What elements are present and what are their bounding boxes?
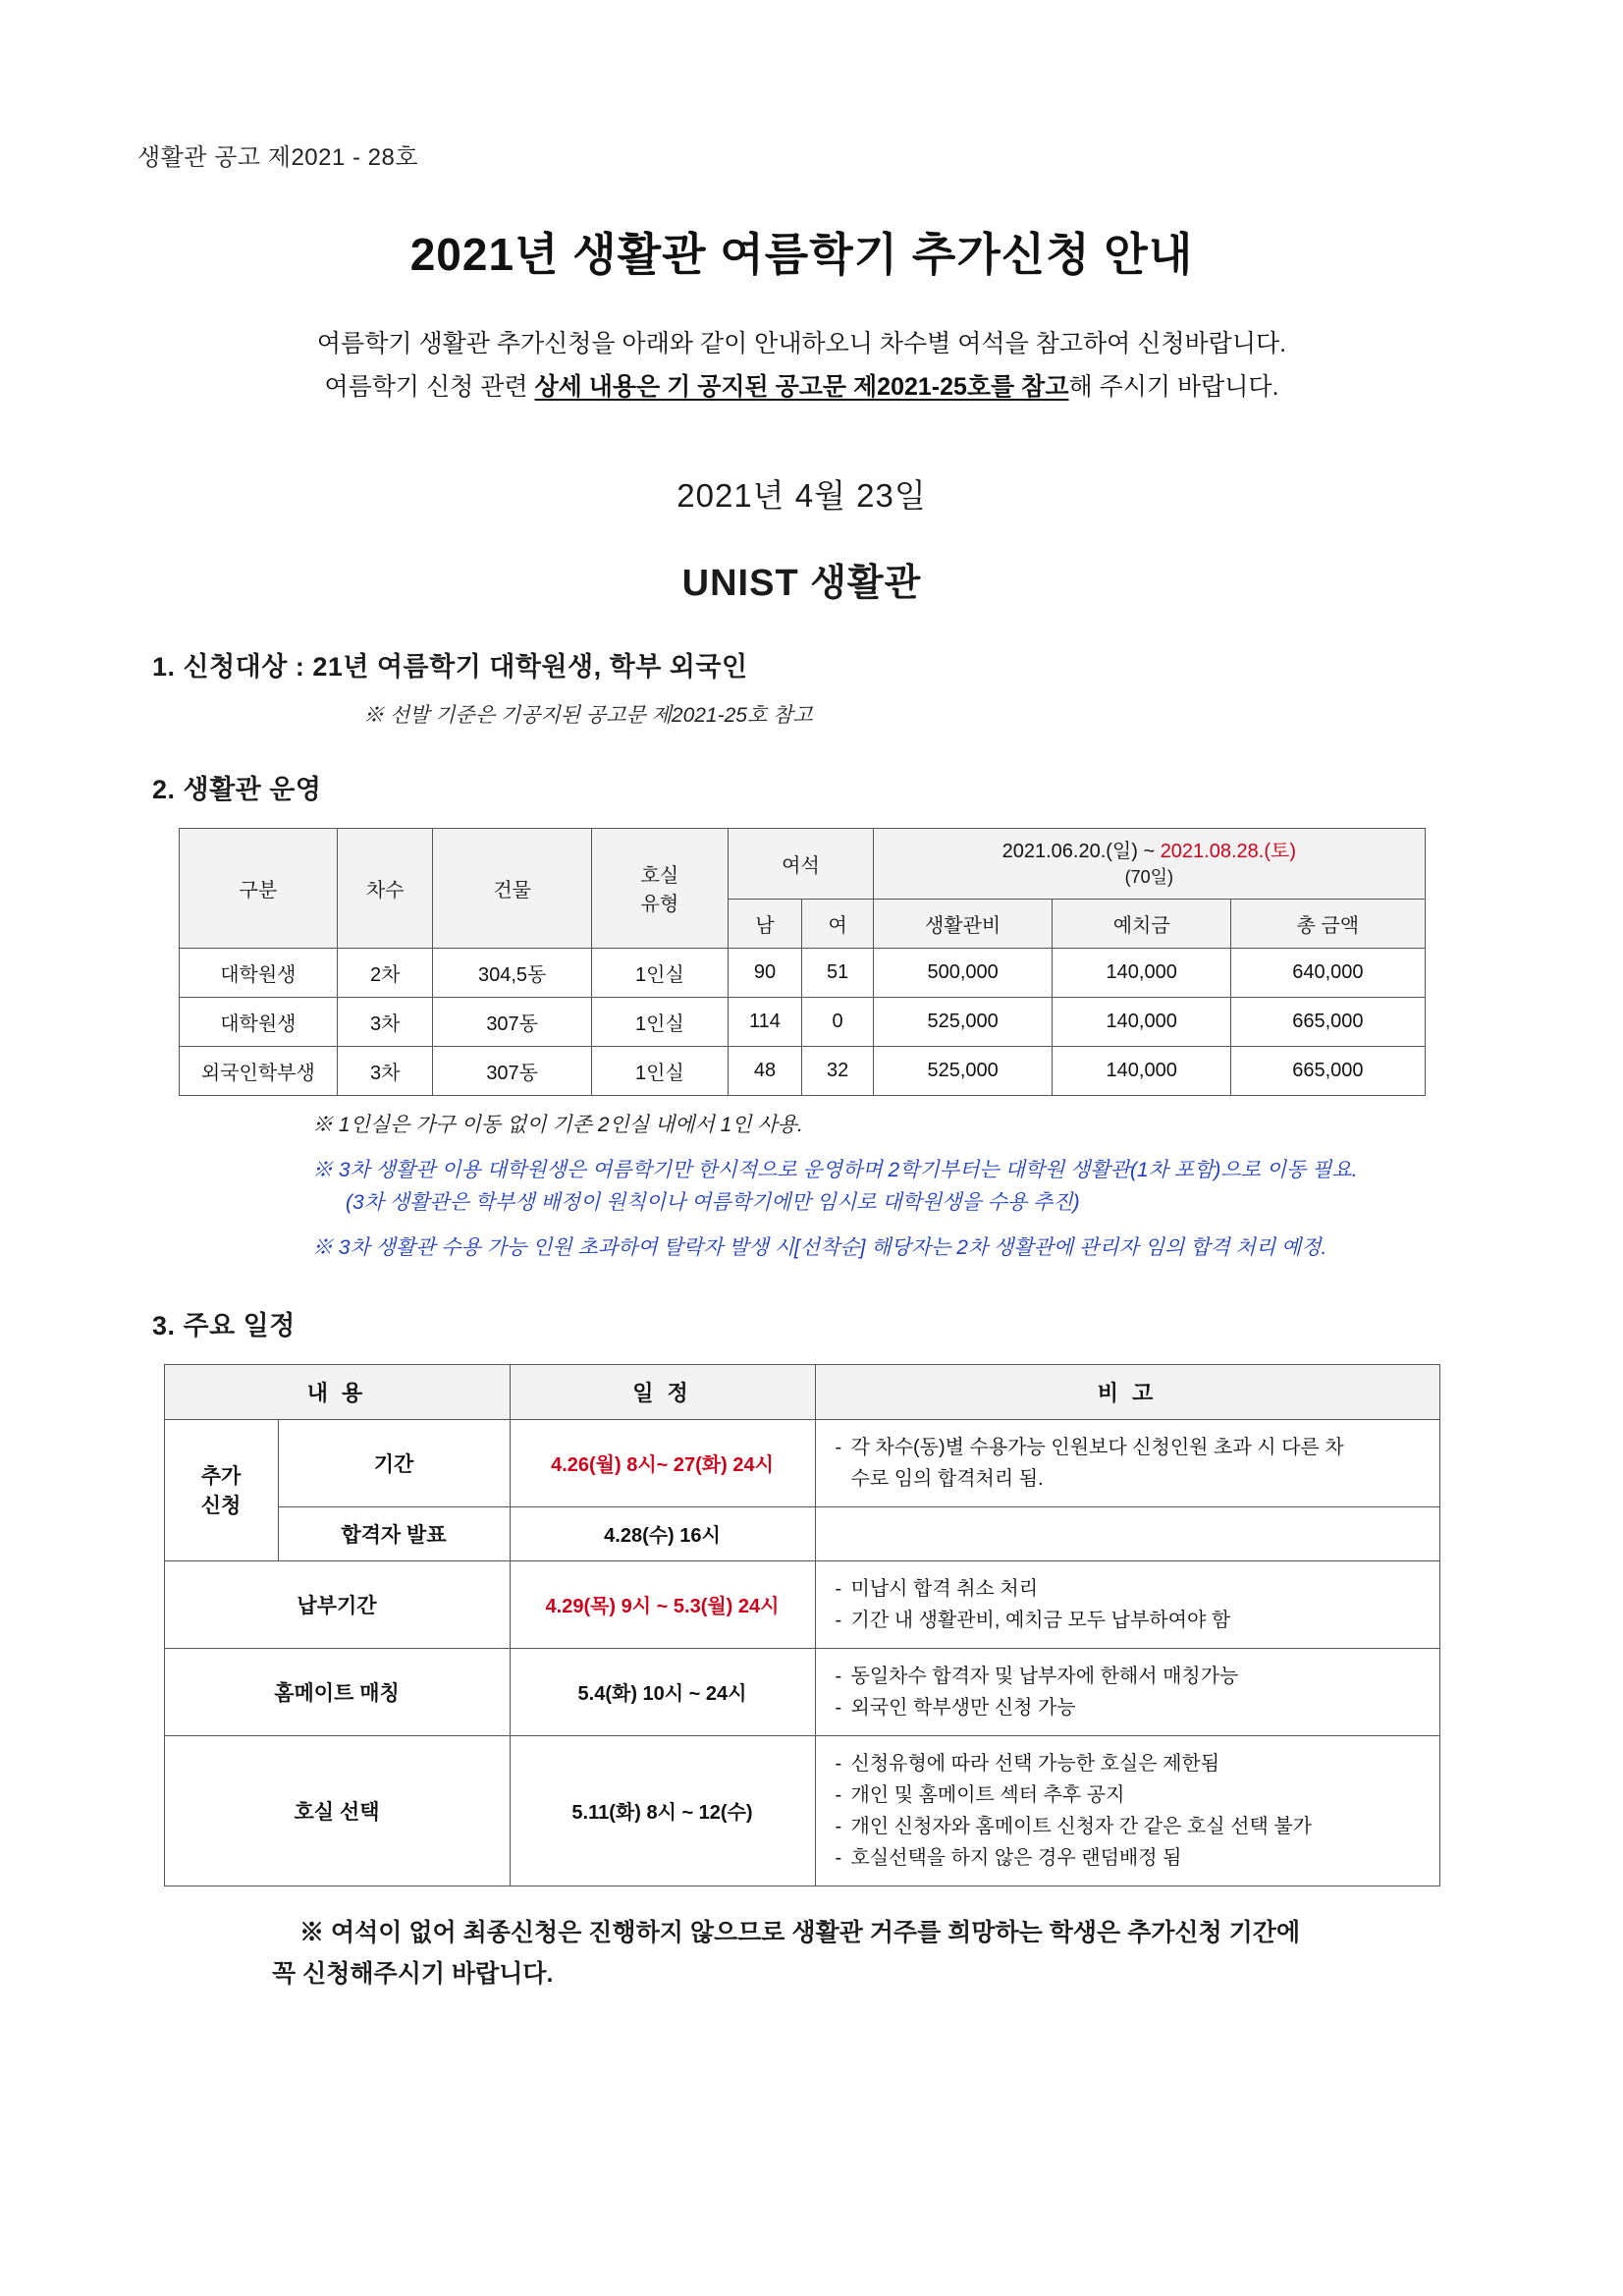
remark-item: - 미납시 합격 취소 처리: [834, 1573, 1430, 1605]
section-3-title: 3. 주요 일정: [152, 1310, 296, 1340]
table-row: [164, 1648, 1439, 1735]
table-row: [179, 1046, 1425, 1095]
remark-item: - 개인 신청자와 홈메이트 신청자 간 같은 호실 선택 불가: [834, 1811, 1430, 1842]
operation-note-2: [312, 1155, 1476, 1219]
remark-item: - 외국인 학부생만 신청 가능: [834, 1692, 1430, 1723]
cell-remark: [815, 1506, 1439, 1560]
col-header-vacancy: 여석: [728, 828, 873, 899]
cell-remark: [815, 1419, 1439, 1506]
period-days: (70일): [1124, 866, 1173, 887]
cell-category: 외국인학부생: [179, 1046, 338, 1095]
cell-room-type: 1인실: [591, 997, 728, 1046]
cell-total: 665,000: [1231, 997, 1425, 1046]
footer-note-line2: 꼭 신청해주시기 바랍니다.: [272, 1960, 554, 1989]
cell-total: 665,000: [1231, 1046, 1425, 1095]
lead-paragraph: [128, 323, 1476, 410]
col-header-schedule: 일 정: [510, 1364, 815, 1419]
table-header-row-1: [179, 828, 1425, 899]
cell-schedule: 5.11(화) 8시 ~ 12(수): [510, 1735, 815, 1886]
col-header-room-type-line1: 호실: [640, 865, 679, 888]
col-header-room-type-line2: 유형: [640, 894, 679, 916]
schedule-table: [164, 1364, 1440, 1886]
lead-line-2-emphasis: 상세 내용은 기 공지된 공고문 제2021-25호를 참고: [534, 372, 1069, 401]
table-row: [164, 1506, 1439, 1560]
operation-note-3: ※ 3차 생활관 수용 가능 인원 초과하여 탈락자 발생 시[선착순] 해당자는 2차 생활관에 관리자 임의 합격 처리 예정.: [312, 1236, 1327, 1260]
cell-round: 3차: [338, 1046, 433, 1095]
remark-item: - 호실선택을 하지 않은 경우 랜덤배정 됨: [834, 1842, 1430, 1874]
col-header-male: 남: [728, 899, 801, 948]
section-schedule: [128, 1304, 1476, 1886]
doc-number: 생활관 공고 제2021 - 28호: [137, 144, 419, 171]
lead-line-2: [128, 366, 1476, 410]
table-header-row: [164, 1364, 1439, 1419]
col-header-category: 구분: [179, 828, 338, 948]
schedule-table-body: [164, 1419, 1439, 1886]
cell-female: 0: [802, 997, 874, 1046]
cell-item: 납부기간: [164, 1560, 510, 1648]
cell-category: 대학원생: [179, 997, 338, 1046]
cell-schedule: 5.4(화) 10시 ~ 24시: [510, 1648, 815, 1735]
section-1-note: ※ 선발 기준은 기공지된 공고문 제2021-25호 참고: [363, 703, 813, 727]
table-header: [179, 828, 1425, 948]
remark-item-continued: 수로 임의 합격처리 됨.: [850, 1467, 1044, 1490]
remark-item: - 동일차수 합격자 및 납부자에 한해서 매칭가능: [834, 1661, 1430, 1692]
col-header-round: 차수: [338, 828, 433, 948]
col-header-female: 여: [802, 899, 874, 948]
schedule-table-header: [164, 1364, 1439, 1419]
operation-note-2-line1: ※ 3차 생활관 이용 대학원생은 여름학기만 한시적으로 운영하며 2학기부터는 대학원 생활관(1차 포함)으로 이동 필요.: [312, 1159, 1358, 1182]
col-header-total: 총 금액: [1231, 899, 1425, 948]
lead-line-2-pre: 여름학기 신청 관련: [324, 372, 535, 401]
cell-fee: 500,000: [874, 948, 1053, 997]
cell-fee: 525,000: [874, 1046, 1053, 1095]
cell-schedule: 4.28(수) 16시: [510, 1506, 815, 1560]
cell-remark: [815, 1648, 1439, 1735]
group-label-line1: 추가: [200, 1465, 242, 1489]
cell-item: 호실 선택: [164, 1735, 510, 1886]
issue-date: 2021년 4월 23일: [676, 476, 927, 514]
col-header-content: 내 용: [164, 1364, 510, 1419]
cell-room-type: 1인실: [591, 1046, 728, 1095]
cell-female: 51: [802, 948, 874, 997]
cell-category: 대학원생: [179, 948, 338, 997]
cell-male: 48: [728, 1046, 801, 1095]
remark-item: - 신청유형에 따라 선택 가능한 호실은 제한됨: [834, 1748, 1430, 1779]
section-1-title: 1. 신청대상 : 21년 여름학기 대학원생, 학부 외국인: [152, 651, 748, 682]
col-header-room-type: [591, 828, 728, 948]
cell-male: 90: [728, 948, 801, 997]
cell-male: 114: [728, 997, 801, 1046]
table-row: [179, 948, 1425, 997]
cell-round: 2차: [338, 948, 433, 997]
section-applicants: [128, 645, 1476, 729]
col-header-fee: 생활관비: [874, 899, 1053, 948]
section-2-title: 2. 생활관 운영: [152, 774, 322, 804]
remark-list: [834, 1432, 1430, 1495]
col-header-building: 건물: [433, 828, 592, 948]
dorm-operation-table: [179, 828, 1426, 1096]
col-header-period: [874, 828, 1425, 899]
col-header-deposit: 예치금: [1053, 899, 1231, 948]
cell-deposit: 140,000: [1053, 1046, 1231, 1095]
cell-remark: [815, 1735, 1439, 1886]
footer-note: [272, 1912, 1476, 1995]
cell-building: 307동: [433, 997, 592, 1046]
issuing-organization: UNIST 생활관: [681, 562, 922, 604]
period-end-date: 2021.08.28.(토): [1160, 840, 1296, 862]
cell-deposit: 140,000: [1053, 997, 1231, 1046]
cell-remark: [815, 1560, 1439, 1648]
group-label-line2: 신청: [200, 1495, 242, 1518]
cell-room-type: 1인실: [591, 948, 728, 997]
lead-line-2-post: 해 주시기 바랍니다.: [1068, 372, 1279, 401]
table-row: [164, 1419, 1439, 1506]
cell-item: 기간: [278, 1419, 510, 1506]
cell-schedule: 4.29(목) 9시 ~ 5.3(월) 24시: [510, 1560, 815, 1648]
page-title: 2021년 생활관 여름학기 추가신청 안내: [409, 229, 1194, 280]
cell-fee: 525,000: [874, 997, 1053, 1046]
operation-note-1: ※ 1인실은 가구 이동 없이 기존 2인실 내에서 1인 사용.: [312, 1113, 803, 1136]
table-row: [164, 1735, 1439, 1886]
cell-item: 합격자 발표: [278, 1506, 510, 1560]
remark-item: - 기간 내 생활관비, 예치금 모두 납부하여야 함: [834, 1605, 1430, 1636]
operation-note-2-line2: (3차 생활관은 학부생 배정이 원칙이나 여름학기에만 임시로 대학원생을 수용 추진): [346, 1190, 1080, 1214]
period-text: 2021.06.20.(일) ~: [1001, 840, 1161, 862]
cell-item: 홈메이트 매칭: [164, 1648, 510, 1735]
lead-line-1: 여름학기 생활관 추가신청을 아래와 같이 안내하오니 차수별 여석을 참고하여 신청바랍니다.: [316, 330, 1287, 357]
remark-list: [834, 1573, 1430, 1636]
cell-round: 3차: [338, 997, 433, 1046]
col-header-remark: 비 고: [815, 1364, 1439, 1419]
remark-item: - 각 차수(동)별 수용가능 인원보다 신청인원 초과 시 다른 차: [834, 1432, 1430, 1463]
cell-group-label: [164, 1419, 278, 1560]
cell-schedule: 4.26(월) 8시~ 27(화) 24시: [510, 1419, 815, 1506]
cell-building: 304,5동: [433, 948, 592, 997]
footer-note-line1: ※ 여석이 없어 최종신청은 진행하지 않으므로 생활관 거주를 희망하는 학생은 추가신청 기간에: [299, 1918, 1301, 1946]
table-row: [164, 1560, 1439, 1648]
cell-female: 32: [802, 1046, 874, 1095]
dorm-operation-table-body: [179, 948, 1425, 1095]
cell-total: 640,000: [1231, 948, 1425, 997]
cell-building: 307동: [433, 1046, 592, 1095]
cell-deposit: 140,000: [1053, 948, 1231, 997]
section-dorm-operation: [128, 768, 1476, 1265]
remark-list: [834, 1748, 1430, 1874]
remark-list: [834, 1661, 1430, 1723]
remark-item: - 개인 및 홈메이트 섹터 추후 공지: [834, 1779, 1430, 1811]
table-row: [179, 997, 1425, 1046]
